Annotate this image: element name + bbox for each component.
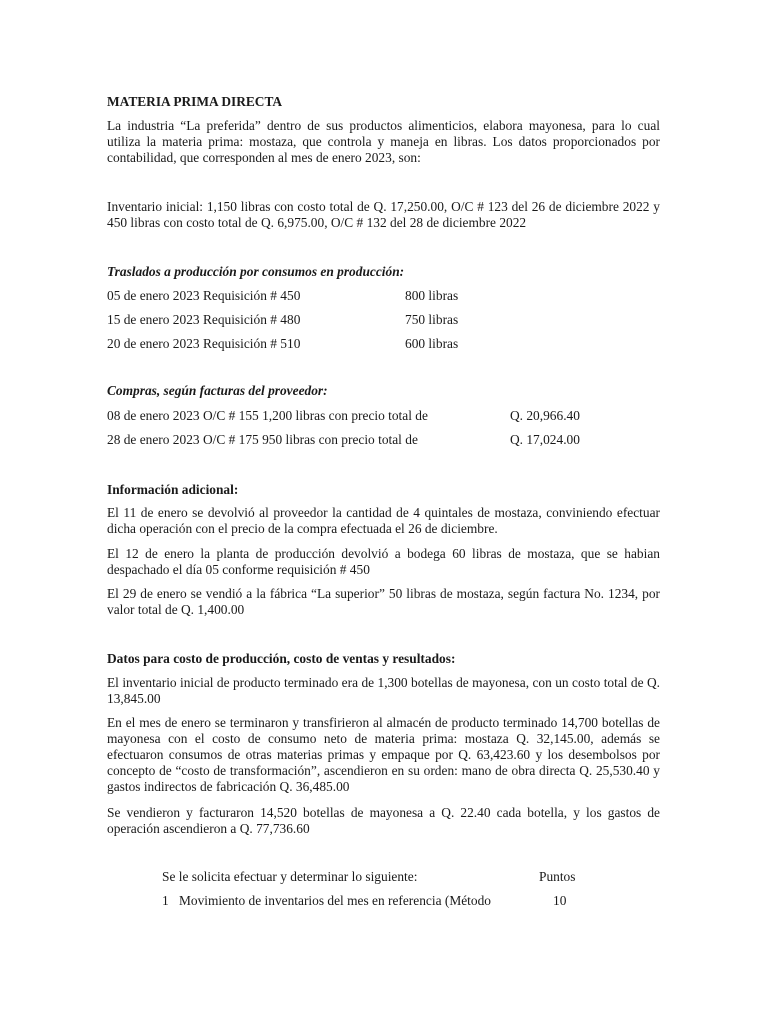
transfers-heading: Traslados a producción por consumos en producción: bbox=[107, 264, 405, 279]
task-text: Movimiento de inventarios del mes en referencia (Método bbox=[179, 893, 491, 908]
task-number: 1 bbox=[162, 893, 169, 908]
transfer-row bbox=[107, 288, 660, 304]
task-points: 10 bbox=[553, 893, 567, 908]
tasks-header-row bbox=[162, 869, 582, 885]
initial-inventory-paragraph: Inventario inicial: 1,150 libras con costo total de Q. 17,250.00, O/C # 123 del 26 de diciembre 2022 y 450 libras con costo total de Q. 6,975.00, O/C # 132 del 28 de diciembre 2022 bbox=[107, 199, 660, 230]
intro-paragraph: La industria “La preferida” dentro de sus productos alimenticios, elabora mayonesa, para lo cual utiliza la materia prima: mostaza, que controla y maneja en libras. Los datos proporcionados por contabilidad, que corresponden al mes de enero 2023, son: bbox=[107, 118, 660, 165]
purchase-amount: Q. 17,024.00 bbox=[510, 432, 580, 447]
production-paragraph: El inventario inicial de producto terminado era de 1,300 botellas de mayonesa, con un costo total de Q. 13,845.00 bbox=[107, 675, 660, 706]
additional-info-heading: Información adicional: bbox=[107, 482, 239, 497]
production-heading: Datos para costo de producción, costo de ventas y resultados: bbox=[107, 651, 456, 666]
production-paragraph: En el mes de enero se terminaron y transfirieron al almacén de producto terminado 14,700 botellas de mayonesa con el costo de consumo neto de materia prima: mostaza Q. 32,145.00, además se efectuaron consumos de otras materias primas y empaque por Q. 63,423.60 y los desembolsos por concepto de “costo de transformación”, ascendieron en su orden: mano de obra directa Q. 25,530.40 y gastos indirectos de fabricación Q. 36,485.00 bbox=[107, 715, 660, 794]
purchases-heading: Compras, según facturas del proveedor: bbox=[107, 383, 328, 398]
purchase-amount: Q. 20,966.40 bbox=[510, 408, 580, 423]
tasks-intro: Se le solicita efectuar y determinar lo siguiente: bbox=[162, 869, 418, 884]
transfer-desc: 20 de enero 2023 Requisición # 510 bbox=[107, 336, 301, 351]
transfer-qty: 800 libras bbox=[405, 288, 459, 303]
production-paragraph: Se vendieron y facturaron 14,520 botellas de mayonesa a Q. 22.40 cada botella, y los gastos de operación ascendieron a Q. 77,736.60 bbox=[107, 805, 660, 836]
page-title: MATERIA PRIMA DIRECTA bbox=[107, 94, 283, 109]
task-item bbox=[162, 893, 582, 909]
additional-paragraph: El 29 de enero se vendió a la fábrica “La superior” 50 libras de mostaza, según factura No. 1234, por valor total de Q. 1,400.00 bbox=[107, 586, 660, 617]
transfer-qty: 750 libras bbox=[405, 312, 459, 327]
additional-paragraph: El 12 de enero la planta de producción devolvió a bodega 60 libras de mostaza, que se habian despachado el día 05 conforme requisición # 450 bbox=[107, 546, 660, 577]
transfer-desc: 05 de enero 2023 Requisición # 450 bbox=[107, 288, 301, 303]
transfer-desc: 15 de enero 2023 Requisición # 480 bbox=[107, 312, 301, 327]
points-header: Puntos bbox=[539, 869, 576, 884]
purchase-desc: 28 de enero 2023 O/C # 175 950 libras con precio total de bbox=[107, 432, 418, 447]
transfer-row bbox=[107, 312, 660, 328]
transfer-row bbox=[107, 336, 660, 352]
transfer-qty: 600 libras bbox=[405, 336, 459, 351]
purchase-row bbox=[107, 408, 660, 424]
additional-paragraph: El 11 de enero se devolvió al proveedor la cantidad de 4 quintales de mostaza, conviniendo efectuar dicha operación con el precio de la compra efectuada el 26 de diciembre. bbox=[107, 505, 660, 536]
purchase-row bbox=[107, 432, 660, 448]
purchase-desc: 08 de enero 2023 O/C # 155 1,200 libras con precio total de bbox=[107, 408, 428, 423]
